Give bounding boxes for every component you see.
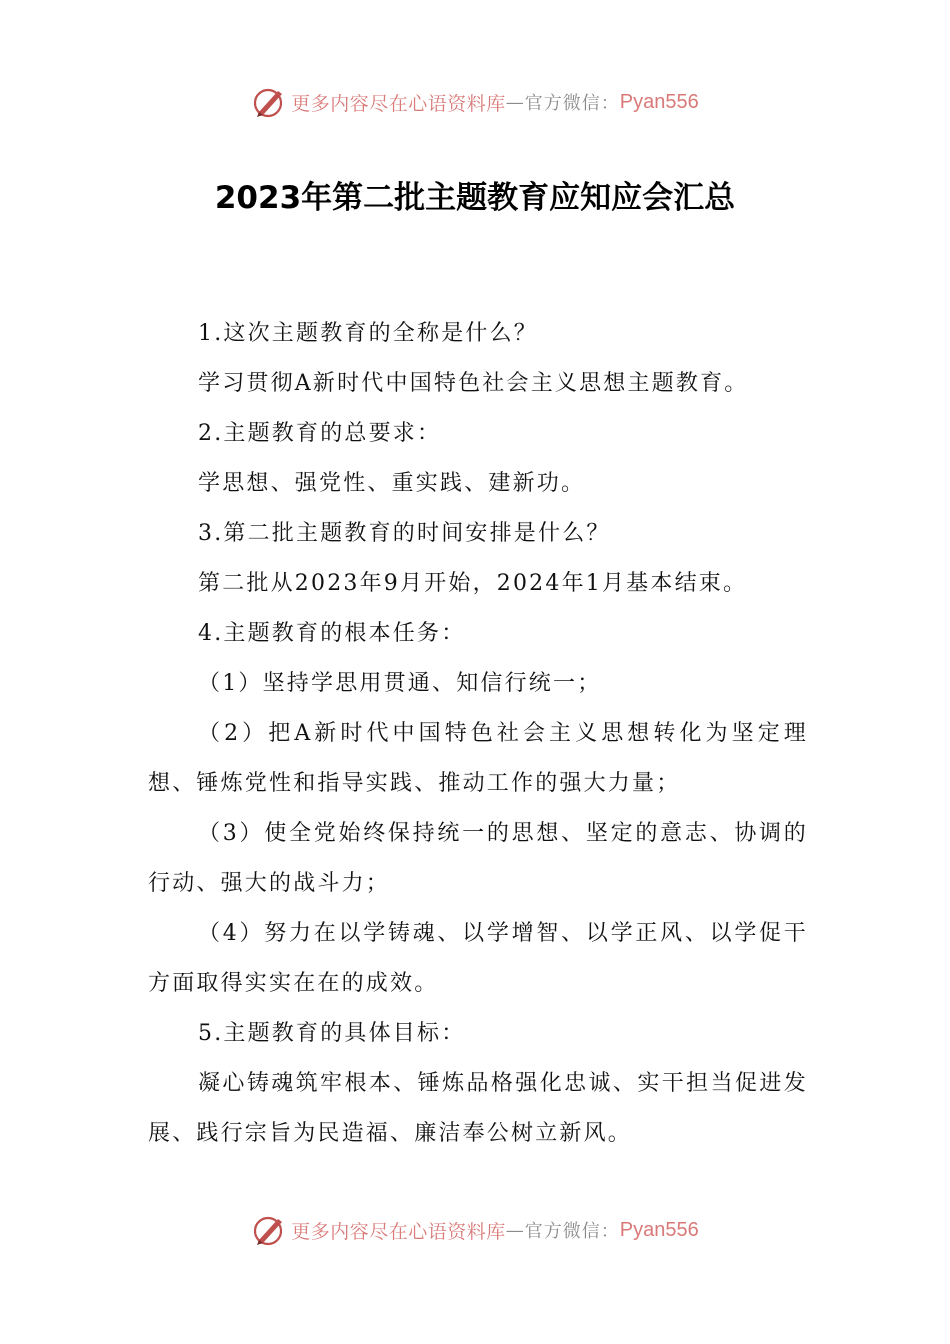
question-2: 2.主题教育的总要求： [198, 421, 442, 446]
watermark-site-text: 更多内容尽在心语资料库 [291, 1220, 506, 1243]
watermark-header [0, 80, 950, 124]
watermark-wechat-id: Pyan556 [619, 1218, 699, 1241]
watermark-dash: — [505, 1219, 525, 1241]
task-item-4: （4）努力在以学铸魂、以学增智、以学正风、以学促干方面取得实实在在的成效。 [148, 921, 808, 996]
task-item-2: （2）把A新时代中国特色社会主义思想转化为坚定理想、锤炼党性和指导实践、推动工作的强大力量； [148, 721, 808, 796]
task-item-3: （3）使全党始终保持统一的思想、坚定的意志、协调的行动、强大的战斗力； [148, 821, 808, 896]
watermark-footer [0, 1208, 950, 1252]
question-5: 5.主题教育的具体目标： [198, 1021, 466, 1046]
pen-logo-icon [251, 1212, 287, 1248]
watermark-dash: — [505, 91, 525, 113]
answer-2: 学思想、强党性、重实践、建新功。 [198, 471, 586, 496]
watermark-official-label: 官方微信： [524, 1221, 620, 1242]
document-body [148, 309, 808, 1159]
answer-3: 第二批从2023年9月开始，2024年1月基本结束。 [198, 571, 748, 596]
question-3: 3.第二批主题教育的时间安排是什么？ [198, 521, 611, 546]
pen-logo-icon [251, 84, 287, 120]
watermark-official-label: 官方微信： [524, 93, 620, 114]
question-4: 4.主题教育的根本任务： [198, 621, 466, 646]
watermark-wechat-id: Pyan556 [619, 90, 699, 113]
watermark-site-text: 更多内容尽在心语资料库 [291, 92, 506, 115]
task-item-1: （1）坚持学思用贯通、知信行统一； [198, 671, 602, 696]
answer-5: 凝心铸魂筑牢根本、锤炼品格强化忠诚、实干担当促进发展、践行宗旨为民造福、廉洁奉公树立新风。 [148, 1071, 808, 1146]
question-1: 1.这次主题教育的全称是什么？ [198, 321, 538, 346]
document-title: 2023年第二批主题教育应知应会汇总 [214, 180, 736, 216]
answer-1: 学习贯彻A新时代中国特色社会主义思想主题教育。 [198, 371, 749, 396]
